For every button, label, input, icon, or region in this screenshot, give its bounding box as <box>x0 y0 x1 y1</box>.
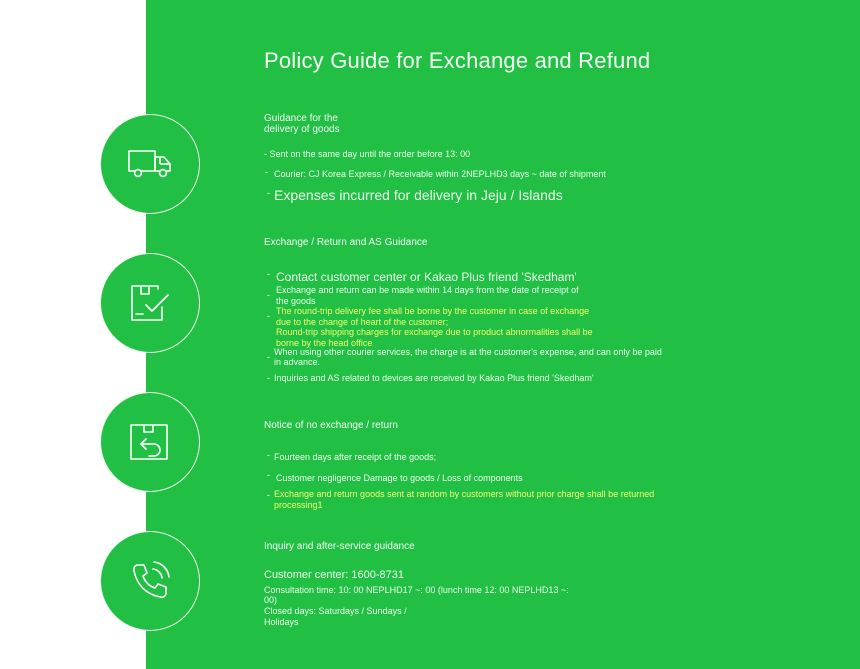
exchange-icon-circle <box>100 253 200 353</box>
bullet-dash: - <box>267 188 270 198</box>
page-title: Policy Guide for Exchange and Refund <box>264 48 651 73</box>
bullet-dash: - <box>267 490 270 500</box>
exchange-item-fee-line4: borne by the head office <box>276 338 373 348</box>
truck-icon <box>127 148 173 180</box>
bullet-dash: - <box>267 352 270 362</box>
inquiry-hours-line2: 00) <box>264 595 278 605</box>
exchange-heading: Exchange / Return and AS Guidance <box>264 237 428 248</box>
bullet-dash: - <box>267 373 270 383</box>
no-exchange-heading: Notice of no exchange / return <box>264 420 398 431</box>
exchange-item-courier-line1: When using other courier services, the charge is at the customer's expense, and can only be paid <box>274 347 662 357</box>
no-exchange-item-negligence: Customer negligence Damage to goods / Loss of components <box>276 473 523 483</box>
exchange-item-14days-line2: the goods <box>276 296 316 306</box>
exchange-item-fee-line1: The round-trip delivery fee shall be borne by the customer in case of exchange <box>276 306 590 316</box>
bullet-dash: - <box>267 311 270 321</box>
no-exchange-item-random-line2: processing1 <box>274 500 323 510</box>
bullet-dash: - <box>265 167 268 177</box>
box-check-icon <box>128 283 172 323</box>
bullet-dash: - <box>267 290 270 300</box>
exchange-item-fee-line2: due to the change of heart of the customer; <box>276 317 449 327</box>
bullet-dash: - <box>267 450 270 460</box>
no-exchange-item-random-line1: Exchange and return goods sent at random by customers without prior charge shall be returned <box>274 489 655 499</box>
delivery-item-same-day: - Sent on the same day until the order before 13: 00 <box>264 149 471 159</box>
inquiry-closed-line2: Holidays <box>264 617 299 627</box>
exchange-item-fee-line3: Round-trip shipping charges for exchange due to product abnormalities shall be <box>276 327 593 337</box>
bullet-dash: - <box>267 269 270 279</box>
exchange-item-as: Inquiries and AS related to devices are received by Kakao Plus friend 'Skedham' <box>274 373 594 383</box>
delivery-heading-line1: Guidance for the <box>264 113 338 124</box>
delivery-item-jeju: Expenses incurred for delivery in Jeju / Islands <box>274 187 563 203</box>
inquiry-customer-center: Customer center: 1600-8731 <box>264 569 405 581</box>
delivery-icon-circle <box>100 114 200 214</box>
exchange-item-courier-line2: in advance. <box>274 357 321 367</box>
no-exchange-item-14days: Fourteen days after receipt of the goods; <box>274 452 437 462</box>
inquiry-icon-circle <box>100 531 200 631</box>
exchange-item-14days-line1: Exchange and return can be made within 14 days from the date of receipt of <box>276 285 579 295</box>
inquiry-hours-line1: Consultation time: 10: 00 NEPLHD17 ~: 00 (lunch time 12: 00 NEPLHD13 ~: <box>264 585 569 595</box>
bullet-dash: - <box>267 470 270 480</box>
delivery-item-courier: Courier: CJ Korea Express / Receivable within 2NEPLHD3 days ~ date of shipment <box>274 169 606 179</box>
exchange-item-contact: Contact customer center or Kakao Plus friend 'Skedham' <box>276 270 577 284</box>
inquiry-heading: Inquiry and after-service guidance <box>264 541 415 552</box>
inquiry-closed-line1: Closed days: Saturdays / Sundays / <box>264 606 407 616</box>
delivery-heading-line2: delivery of goods <box>264 124 340 135</box>
return-arrow-icon <box>128 421 172 463</box>
no-return-icon-circle <box>100 392 200 492</box>
phone-call-icon <box>128 559 172 603</box>
